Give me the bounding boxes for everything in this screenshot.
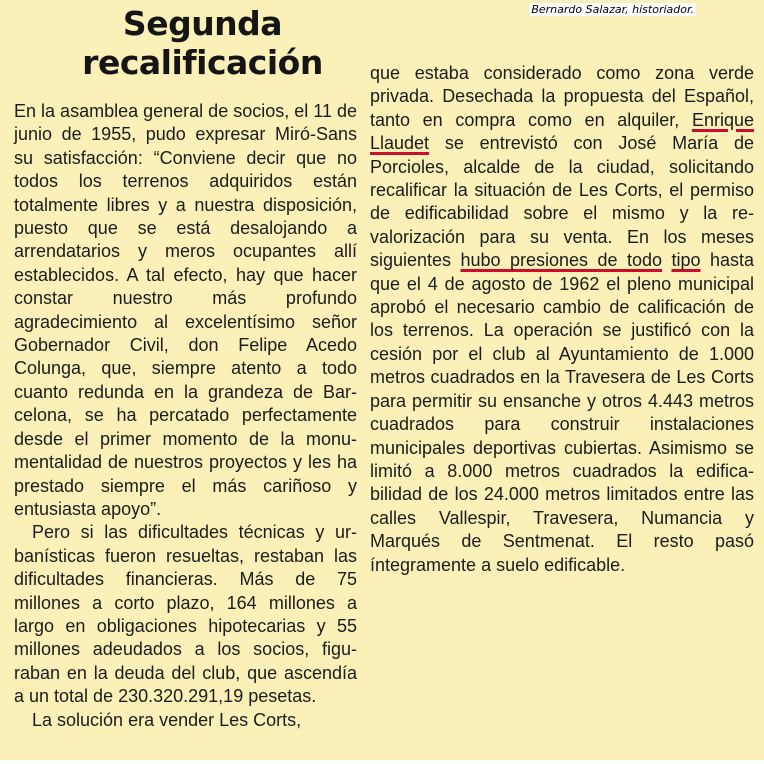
paragraph-solution: La solución era vender Les Corts, (32, 709, 302, 730)
headline-line-2: recalificación (82, 43, 323, 82)
headline (0, 4, 405, 82)
highlight-tipo: tipo (671, 250, 701, 271)
text-segment-3: hasta que el 4 de agosto de 1962 el pleno municipal aprobó el necesario cambio de calificación de los terrenos. La operación se justificó con la cesión por el club al Ayuntamiento de 1.000 metros cuadrados en la Travesera de Les Corts para permitir su ensanche y otros 4.443 metros cuadrados para construir instalaciones municipales deportivas cubiertas. Asimismo se limitó a 8.000 metros cuadrados la edificabilidad de los 24.000 metros limitados entre las calles Vallespir, Travesera, Numancia y Marqués de Sentmenat. El resto pasó íntegramente a suelo edificable. (370, 250, 754, 575)
paragraph-recalification (370, 62, 754, 577)
left-column (14, 100, 357, 732)
text-segment-1: que estaba considerado como zona verde privada. Desechada la propuesta del Español, tanto en compra como en alquiler, (370, 63, 754, 130)
paragraph-finances: Pero si las dificultades técnicas y urbanísticas fueron resueltas, restaban las dificultades financieras. Más de 75 millones a corto plazo, 164 millones a largo en obligaciones hipotecarias y 55 millones adeudados a los socios, figuraban en la deuda del club, que ascendía a un total de 230.320.291,19 pesetas. (14, 522, 357, 707)
paragraph-assembly: En la asamblea general de socios, el 11 de junio de 1955, pudo expresar Miró-Sans su satisfacción: “Conviene decir que no todos los terrenos adquiridos están totalmente libres y a nuestra disposición, puesto que se está desalojando a arrendatarios y meros ocupantes allí establecidos. A tal efecto, hay que hacer constar nuestro más profundo agradecimiento al excelentísimo señor Gobernador Civil, don Felipe Acedo Colunga, que, siempre atento a todo cuanto redunda en la grandeza de Barcelona, se ha percatado perfectamente desde el primer momento de la monumentalidad de nuestros proyectos y les ha prestado siempre el más cariñoso y entusiasta apoyo”. (14, 101, 357, 519)
highlight-hubo-presiones: hubo presiones de todo (460, 250, 663, 271)
highlight-enrique-llaudet: Enrique Llaudet (370, 109, 754, 154)
headline-line-1: Segunda (122, 4, 283, 43)
photo-caption: Bernardo Salazar, historiador. (531, 3, 694, 16)
right-column (370, 62, 754, 577)
text-segment-2: se entrevistó con José María de Porcioles, alcalde de la ciudad, solicitando recalificar la situación de Les Corts, el permiso de edificabilidad sobre el mismo y la revalorización para su venta. En los meses siguientes (370, 133, 754, 271)
